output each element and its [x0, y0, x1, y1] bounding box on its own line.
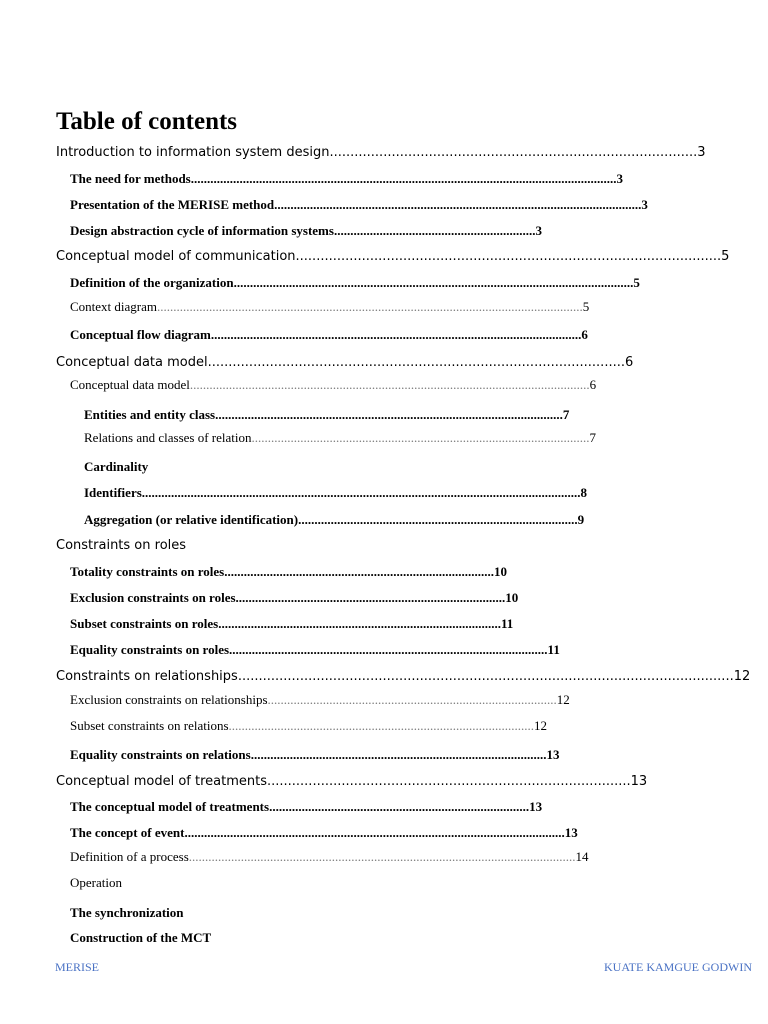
toc-leader-dots: .........................................................................................: [329, 145, 698, 160]
toc-entry-level1[interactable]: [56, 670, 750, 683]
toc-entry-title: Exclusion constraints on relationships: [70, 692, 268, 707]
toc-entry-level2[interactable]: [70, 800, 542, 813]
toc-page-number: 13: [529, 799, 543, 814]
footer-left-text: MERISE: [55, 960, 100, 974]
toc-entry-level2[interactable]: [70, 906, 184, 919]
toc-page-number: 5: [721, 249, 730, 264]
toc-leader-dots: ...........................................................................................: [250, 747, 547, 762]
toc-entry-level1[interactable]: [56, 356, 633, 369]
toc-leader-dots: .......................................................................................................: [295, 249, 722, 264]
toc-page-number: 12: [733, 669, 751, 684]
toc-page-number: 11: [547, 642, 560, 657]
toc-page-number: 6: [589, 377, 597, 392]
toc-entry-title: Aggregation (or relative identification): [84, 512, 299, 527]
toc-entry-title: Relations and classes of relation: [84, 430, 252, 445]
toc-entry-level2[interactable]: [70, 565, 507, 578]
toc-entry-title: Constraints on roles: [56, 538, 187, 553]
toc-leader-dots: ...................................................................................................................................: [157, 299, 583, 314]
toc-page-number: 7: [562, 407, 570, 422]
toc-leader-dots: ........................................................................................: [266, 774, 631, 789]
toc-leader-dots: ................................................................................: [269, 799, 530, 814]
toc-entry-level3[interactable]: [84, 460, 148, 473]
toc-page-number: 5: [633, 275, 640, 290]
toc-leader-dots: ........................................................................................................................: [237, 669, 734, 684]
toc-entry-level3[interactable]: [84, 513, 584, 526]
toc-leader-dots: .......................................................................................................................................: [141, 485, 581, 500]
toc-page-number: 10: [505, 590, 519, 605]
toc-entry-title: Exclusion constraints on roles: [70, 590, 236, 605]
toc-entry-title: Conceptual data model: [70, 377, 190, 392]
toc-entry-title: Construction of the MCT: [70, 930, 212, 945]
toc-leader-dots: ..............................................................: [333, 223, 536, 238]
toc-page-number: 3: [641, 197, 648, 212]
toc-entry-level2[interactable]: [70, 276, 640, 289]
toc-leader-dots: ...................................................................................................................................: [190, 171, 617, 186]
toc-entry-title: Constraints on relationships: [56, 669, 238, 684]
toc-entry-level2[interactable]: [70, 328, 588, 341]
toc-page-number: 12: [556, 692, 570, 707]
toc-leader-dots: .................................................................................................................: [274, 197, 642, 212]
toc-entry-level3[interactable]: [84, 486, 587, 499]
toc-entry-title: Definition of a process: [70, 849, 189, 864]
toc-entry-title: Context diagram: [70, 299, 158, 314]
toc-entry-title: Conceptual flow diagram: [70, 327, 211, 342]
toc-page-number: 9: [577, 512, 585, 527]
toc-entry-title: Conceptual data model: [56, 355, 208, 370]
toc-entry-title: Introduction to information system design: [56, 145, 330, 160]
toc-page-number: 5: [582, 299, 590, 314]
toc-page-number: 3: [697, 145, 706, 160]
toc-leader-dots: ........................................................................................................: [251, 430, 590, 445]
toc-leader-dots: .........................................................................................: [267, 692, 557, 707]
toc-entry-title: Cardinality: [84, 459, 149, 474]
toc-entry-title: Totality constraints on roles: [70, 564, 225, 579]
toc-page-number: 14: [575, 849, 589, 864]
toc-leader-dots: ...........................................................................................................................: [233, 275, 634, 290]
toc-entry-title: Equality constraints on relations: [70, 747, 251, 762]
toc-entry-level2[interactable]: [70, 748, 559, 761]
toc-page-number: 10: [493, 564, 507, 579]
toc-entry-level3[interactable]: [84, 431, 596, 444]
toc-entry-title: The conceptual model of treatments: [70, 799, 270, 814]
toc-leader-dots: .......................................................................................: [218, 616, 501, 631]
toc-entry-level2[interactable]: [70, 198, 648, 211]
toc-entry-level2[interactable]: [70, 617, 513, 630]
toc-entry-title: Identifiers: [84, 485, 142, 500]
toc-leader-dots: .....................................................................................................: [207, 355, 625, 370]
toc-page-number: 3: [616, 171, 623, 186]
toc-entry-level3[interactable]: [84, 408, 569, 421]
toc-entry-title: The synchronization: [70, 905, 184, 920]
toc-entry-title: The concept of event: [70, 825, 185, 840]
toc-leader-dots: .......................................................................................................................: [188, 849, 576, 864]
toc-entry-level2[interactable]: [70, 378, 596, 391]
toc-entry-title: Conceptual model of treatments: [56, 774, 267, 789]
toc-entry-level2[interactable]: [70, 591, 518, 604]
toc-entry-title: Subset constraints on relations: [70, 718, 229, 733]
toc-leader-dots: ...........................................................................................................................: [189, 377, 590, 392]
toc-entry-title: Subset constraints on roles: [70, 616, 219, 631]
toc-entry-title: Design abstraction cycle of information systems: [70, 223, 334, 238]
toc-entry-title: Operation: [70, 875, 122, 890]
toc-page-number: 13: [546, 747, 560, 762]
toc-entry-level2[interactable]: [70, 876, 122, 889]
toc-entry-level2[interactable]: [70, 719, 547, 732]
toc-leader-dots: ..................................................................................................................: [210, 327, 582, 342]
toc-entry-level1[interactable]: [56, 146, 706, 159]
toc-entry-level1[interactable]: [56, 539, 186, 552]
toc-page-number: 11: [500, 616, 514, 631]
toc-leader-dots: ..................................................................................................: [229, 642, 548, 657]
toc-page-number: 7: [589, 430, 597, 445]
toc-entry-level2[interactable]: [70, 826, 578, 839]
toc-entry-level2[interactable]: [70, 643, 560, 656]
toc-entry-title: The need for methods: [70, 171, 191, 186]
toc-title: Table of contents: [56, 108, 238, 135]
toc-page-number: 6: [624, 355, 634, 370]
toc-entry-title: Presentation of the MERISE method: [70, 197, 275, 212]
toc-leader-dots: .....................................................................................................................: [184, 825, 565, 840]
toc-leader-dots: ..............................................................................................: [228, 718, 535, 733]
toc-leader-dots: ...................................................................................: [235, 590, 506, 605]
toc-leader-dots: ...................................................................................: [224, 564, 494, 579]
toc-entry-title: Conceptual model of communication: [56, 249, 296, 264]
toc-page-number: 6: [581, 327, 588, 342]
toc-entry-level1[interactable]: [56, 250, 729, 263]
toc-page-number: 3: [535, 223, 542, 238]
toc-page-number: 13: [564, 825, 578, 840]
footer-right-text: KUATE KAMGUE GODWIN: [604, 960, 752, 974]
toc-page-number: 13: [630, 774, 648, 789]
toc-page-number: 8: [580, 485, 588, 500]
toc-entry-level1[interactable]: [56, 775, 647, 788]
toc-entry-title: Entities and entity class: [84, 407, 216, 422]
toc-entry-level2[interactable]: [70, 172, 623, 185]
toc-leader-dots: ...........................................................................................................: [215, 407, 563, 422]
toc-entry-level2[interactable]: [70, 224, 542, 237]
toc-entry-level2[interactable]: [70, 693, 570, 706]
toc-entry-title: Equality constraints on roles: [70, 642, 230, 657]
toc-entry-level2[interactable]: [70, 850, 589, 863]
toc-entry-title: Definition of the organization: [70, 275, 234, 290]
toc-entry-level2[interactable]: [70, 300, 589, 313]
toc-leader-dots: ......................................................................................: [298, 512, 578, 527]
toc-page-number: 12: [534, 718, 548, 733]
toc-entry-level2[interactable]: [70, 931, 211, 944]
